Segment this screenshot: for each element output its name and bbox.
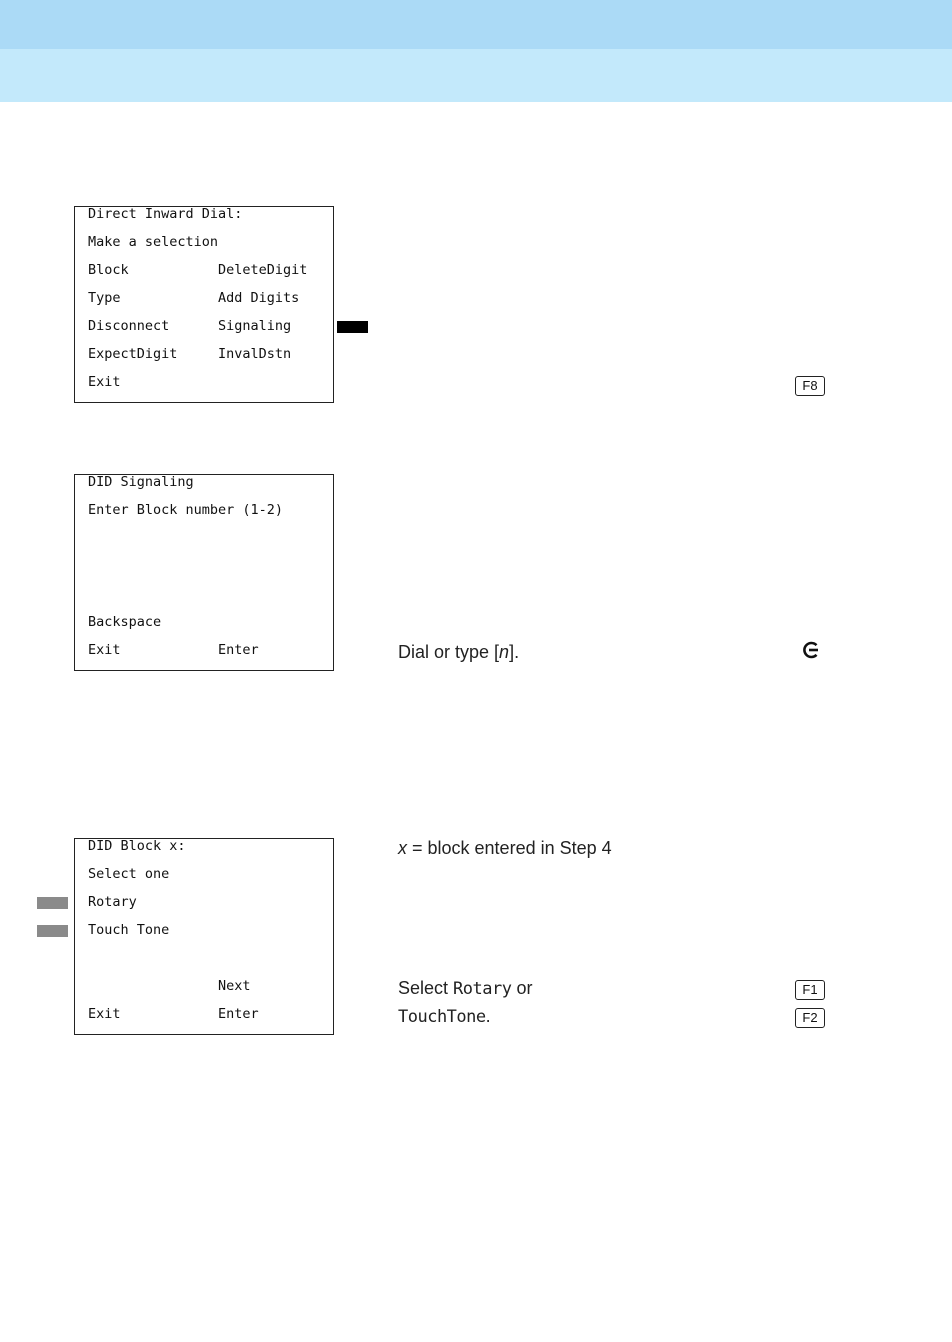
display-screen-did-signaling: [74, 474, 334, 671]
menu-option-expectdigit[interactable]: ExpectDigit: [88, 346, 178, 362]
screen-subtitle: Select one: [88, 866, 170, 882]
select-instruction-line1: [398, 977, 532, 1000]
dial-instruction: [398, 641, 519, 663]
menu-option-add-digits[interactable]: Add Digits: [218, 290, 300, 306]
menu-option-exit[interactable]: Exit: [88, 374, 121, 390]
note-text: = block entered in Step 4: [407, 838, 612, 858]
f2-key[interactable]: F2: [795, 1008, 825, 1028]
option-rotary[interactable]: Rotary: [88, 894, 137, 910]
select-suffix: .: [485, 1006, 491, 1026]
select-prefix: Select: [398, 978, 454, 998]
exit-option[interactable]: Exit: [88, 1006, 121, 1022]
menu-option-block[interactable]: Block: [88, 262, 129, 278]
next-option[interactable]: Next: [218, 978, 251, 994]
enter-option[interactable]: Enter: [218, 642, 259, 658]
select-mid: or: [511, 978, 533, 998]
enter-option[interactable]: Enter: [218, 1006, 259, 1022]
select-instruction-line2: [398, 1005, 491, 1028]
rotary-keyword: Rotary: [453, 979, 512, 999]
menu-option-signaling[interactable]: Signaling: [218, 318, 292, 334]
option-touch-tone[interactable]: Touch Tone: [88, 922, 170, 938]
instruction-prefix: Dial or type [: [398, 642, 500, 662]
display-screen-direct-inward-dial: [74, 206, 334, 403]
selection-marker: [337, 321, 368, 333]
display-screen-did-block: [74, 838, 334, 1035]
f8-key[interactable]: F8: [795, 376, 825, 396]
menu-option-disconnect[interactable]: Disconnect: [88, 318, 170, 334]
header-band-bottom: [0, 49, 952, 102]
screen-subtitle: Make a selection: [88, 234, 219, 250]
exit-option[interactable]: Exit: [88, 642, 121, 658]
touch-tone-marker: [37, 925, 68, 937]
header-band-top: [0, 0, 952, 49]
screen-prompt: Enter Block number (1-2): [88, 502, 284, 518]
menu-option-invaldstn[interactable]: InvalDstn: [218, 346, 292, 362]
rotary-marker: [37, 897, 68, 909]
screen-title: DID Signaling: [88, 474, 194, 490]
screen-title: DID Block x:: [88, 838, 186, 854]
menu-option-type[interactable]: Type: [88, 290, 121, 306]
note-variable: x: [398, 838, 407, 858]
screen-title: Direct Inward Dial:: [88, 206, 243, 222]
instruction-suffix: ].: [509, 642, 520, 662]
f1-key[interactable]: F1: [795, 980, 825, 1000]
instruction-variable: n: [499, 642, 510, 662]
dial-loop-icon: [801, 640, 821, 660]
block-note: [398, 837, 612, 859]
menu-option-deletedigit[interactable]: DeleteDigit: [218, 262, 308, 278]
backspace-option[interactable]: Backspace: [88, 614, 162, 630]
touchtone-keyword: TouchTone: [398, 1007, 486, 1027]
